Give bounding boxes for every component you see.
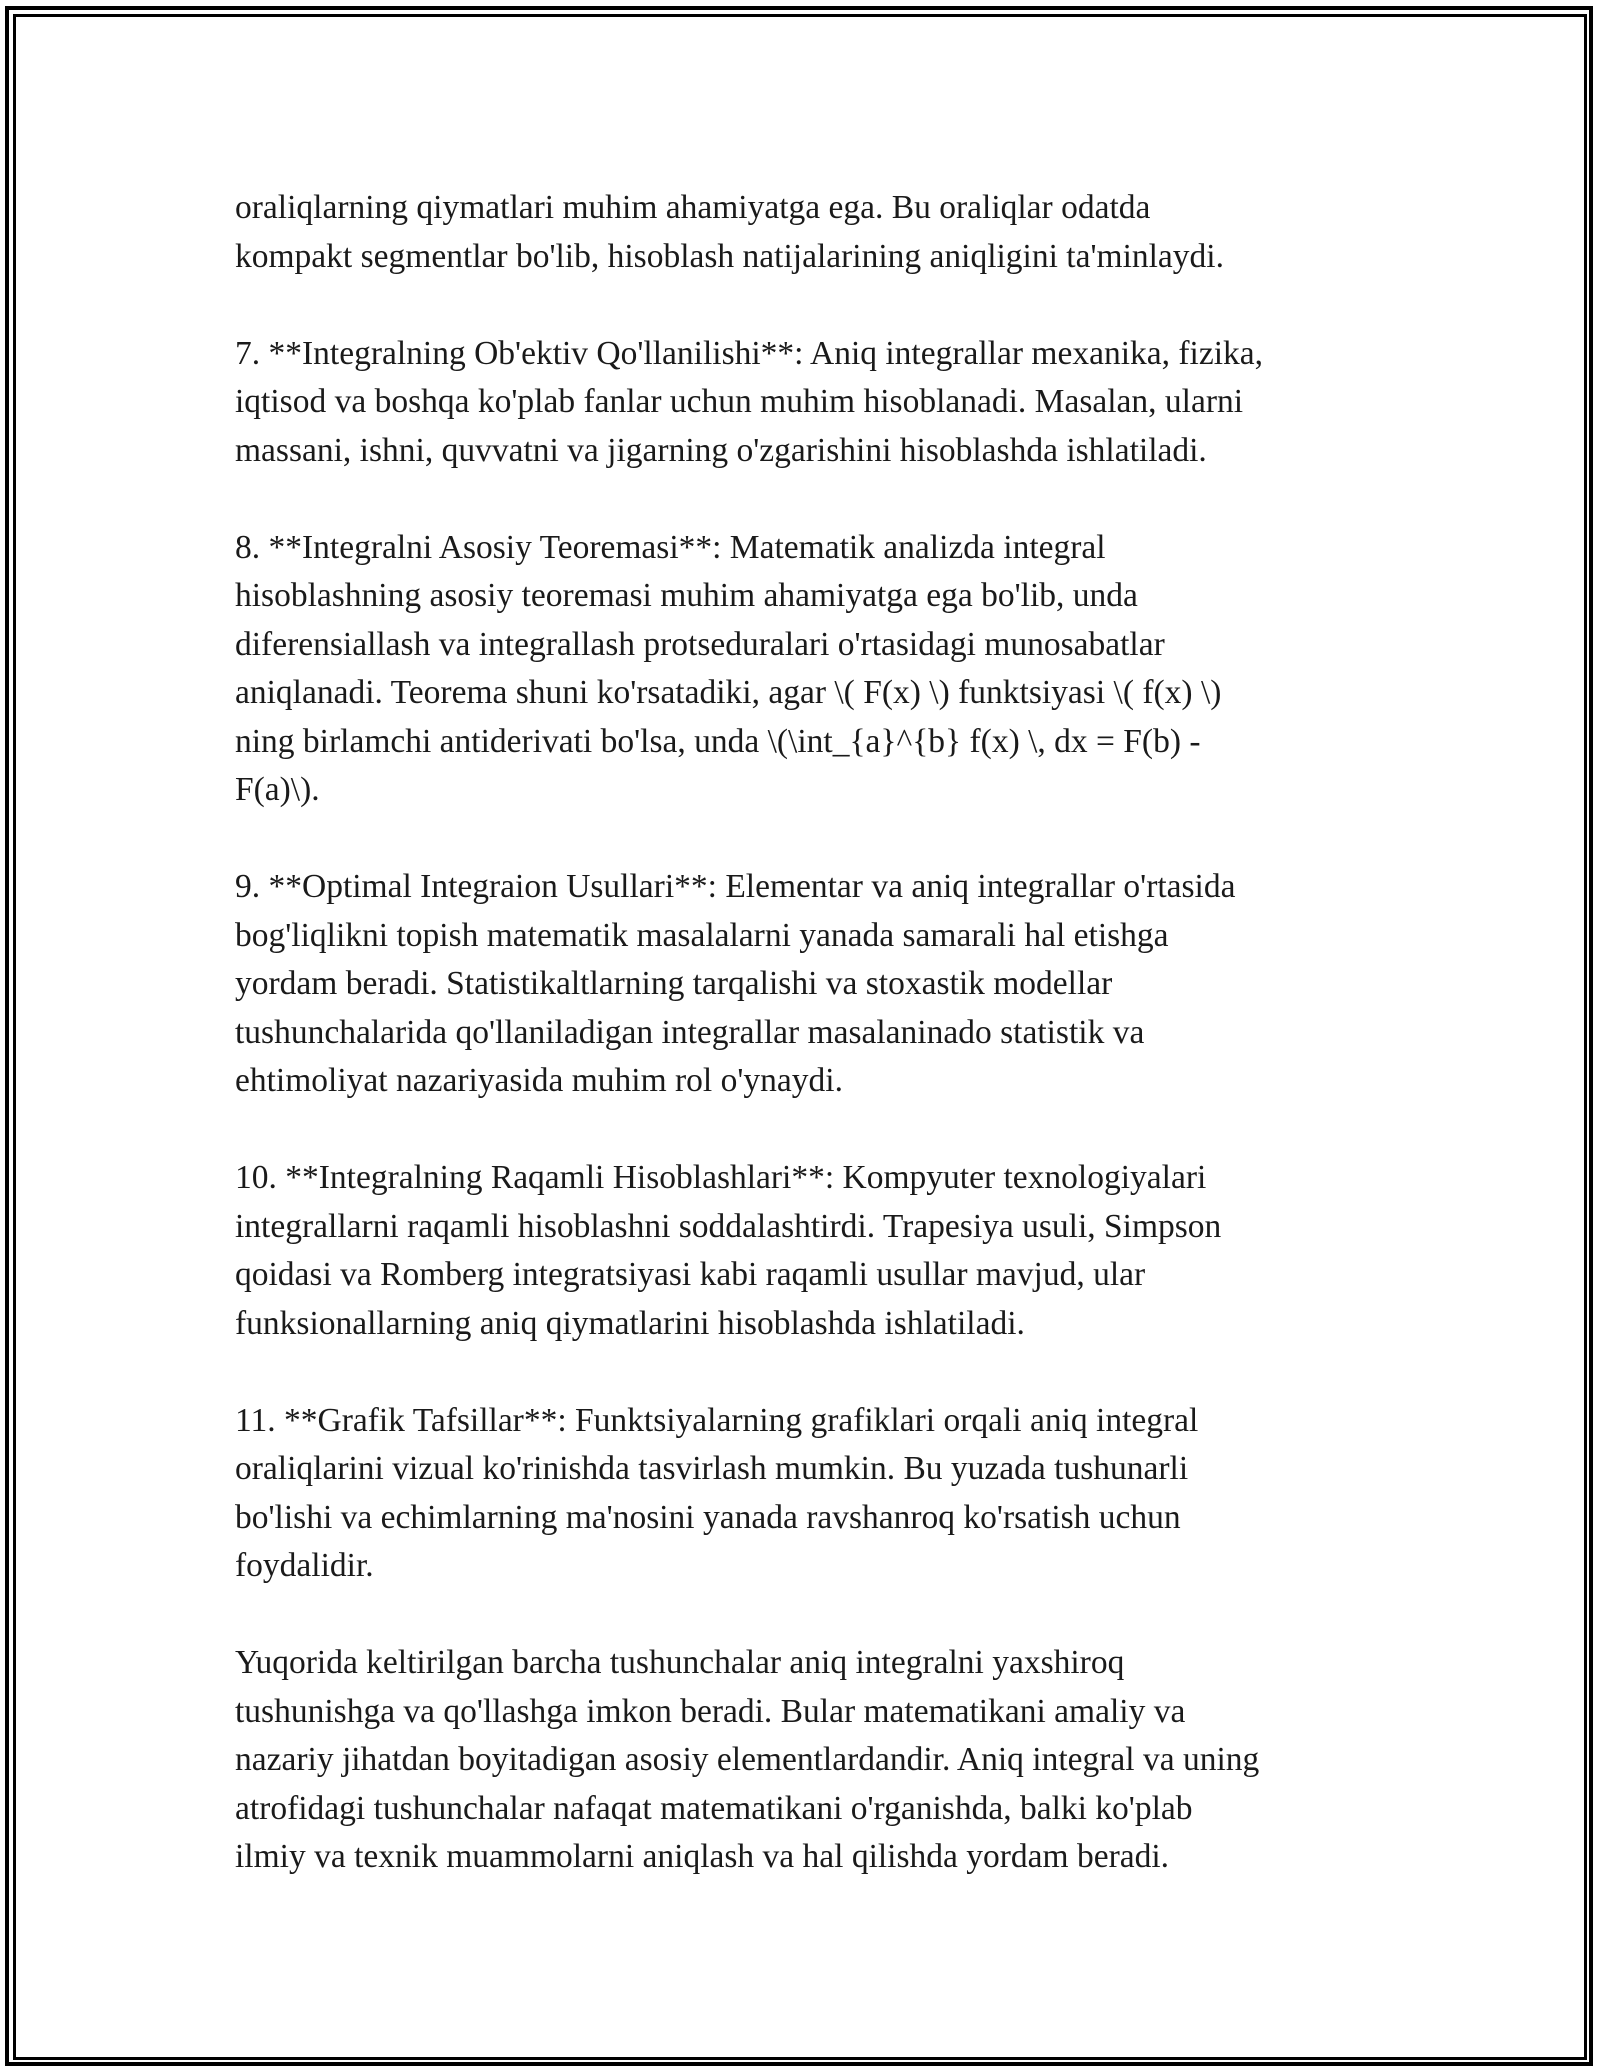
paragraph-conclusion (235, 1639, 1370, 1882)
text-line: bo'lishi va echimlarning ma'nosini yanada ravshanroq ko'rsatish uchun (235, 1498, 1181, 1536)
text-line: 11. **Grafik Tafsillar**: Funktsiyalarning grafiklari orqali aniq integral (235, 1401, 1199, 1439)
paragraph-item-8 (235, 524, 1370, 815)
text-line: 7. **Integralning Ob'ektiv Qo'llanilishi**: Aniq integrallar mexanika, fizika, (235, 334, 1263, 372)
text-line: oraliqlarini vizual ko'rinishda tasvirlash mumkin. Bu yuzada tushunarli (235, 1450, 1189, 1487)
text-line: tushunishga va qo'llashga imkon beradi. Bular matematikani amaliy va (235, 1692, 1186, 1730)
text-line: ilmiy va texnik muammolarni aniqlash va hal qilishda yordam beradi. (235, 1838, 1170, 1875)
text-line: F(a)\). (235, 771, 320, 808)
text-line: 8. **Integralni Asosiy Teoremasi**: Matematik analizda integral (235, 528, 1106, 566)
text-line: oraliqlarning qiymatlari muhim ahamiyatga ega. Bu oraliqlar odatda (235, 189, 1151, 226)
paragraph-intro-continuation (235, 184, 1370, 281)
text-line: atrofidagi tushunchalar nafaqat matematikani o'rganishda, balki ko'plab (235, 1789, 1193, 1827)
text-line: qoidasi va Romberg integratsiyasi kabi raqamli usullar mavjud, ular (235, 1256, 1146, 1293)
paragraph-item-11 (235, 1397, 1370, 1591)
text-line: kompakt segmentlar bo'lib, hisoblash natijalarining aniqligini ta'minlaydi. (235, 237, 1224, 275)
text-line: 10. **Integralning Raqamli Hisoblashlari**: Kompyuter texnologiyalari (235, 1159, 1207, 1196)
text-line: ehtimoliyat nazariyasida muhim rol o'ynaydi. (235, 1062, 843, 1099)
paragraph-item-9 (235, 863, 1370, 1106)
text-line: yordam beradi. Statistikaltlarning tarqalishi va stoxastik modellar (235, 965, 1113, 1002)
text-line: 9. **Optimal Integraion Usullari**: Elementar va aniq integrallar o'rtasida (235, 868, 1236, 905)
text-line: foydalidir. (235, 1547, 374, 1584)
paragraph-item-7 (235, 330, 1370, 476)
text-line: tushunchalarida qo'llaniladigan integrallar masalaninado statistik va (235, 1013, 1145, 1051)
paragraph-item-10 (235, 1154, 1370, 1348)
text-line: iqtisod va boshqa ko'plab fanlar uchun muhim hisoblanadi. Masalan, ularni (235, 383, 1244, 420)
text-line: massani, ishni, quvvatni va jigarning o'zgarishini hisoblashda ishlatiladi. (235, 431, 1207, 469)
text-line: nazariy jihatdan boyitadigan asosiy elementlardandir. Aniq integral va uning (235, 1741, 1260, 1778)
document-body (235, 184, 1370, 1882)
text-line: aniqlanadi. Teorema shuni ko'rsatadiki, agar \( F(x) \) funktsiyasi \( f(x) \) (235, 674, 1222, 711)
text-line: ning birlamchi antiderivati bo'lsa, unda \(\int_{a}^{b} f(x) \, dx = F(b) - (235, 722, 1201, 760)
text-line: Yuqorida keltirilgan barcha tushunchalar aniq integralni yaxshiroq (235, 1644, 1125, 1681)
text-line: integrallarni raqamli hisoblashni soddalashtirdi. Trapesiya usuli, Simpson (235, 1207, 1222, 1245)
text-line: hisoblashning asosiy teoremasi muhim ahamiyatga ega bo'lib, unda (235, 577, 1138, 614)
text-line: bog'liqlikni topish matematik masalalarni yanada samarali hal etishga (235, 916, 1169, 954)
text-line: funksionallarning aniq qiymatlarini hisoblashda ishlatiladi. (235, 1304, 1025, 1342)
text-line: diferensiallash va integrallash protseduralari o'rtasidagi munosabatlar (235, 625, 1165, 663)
